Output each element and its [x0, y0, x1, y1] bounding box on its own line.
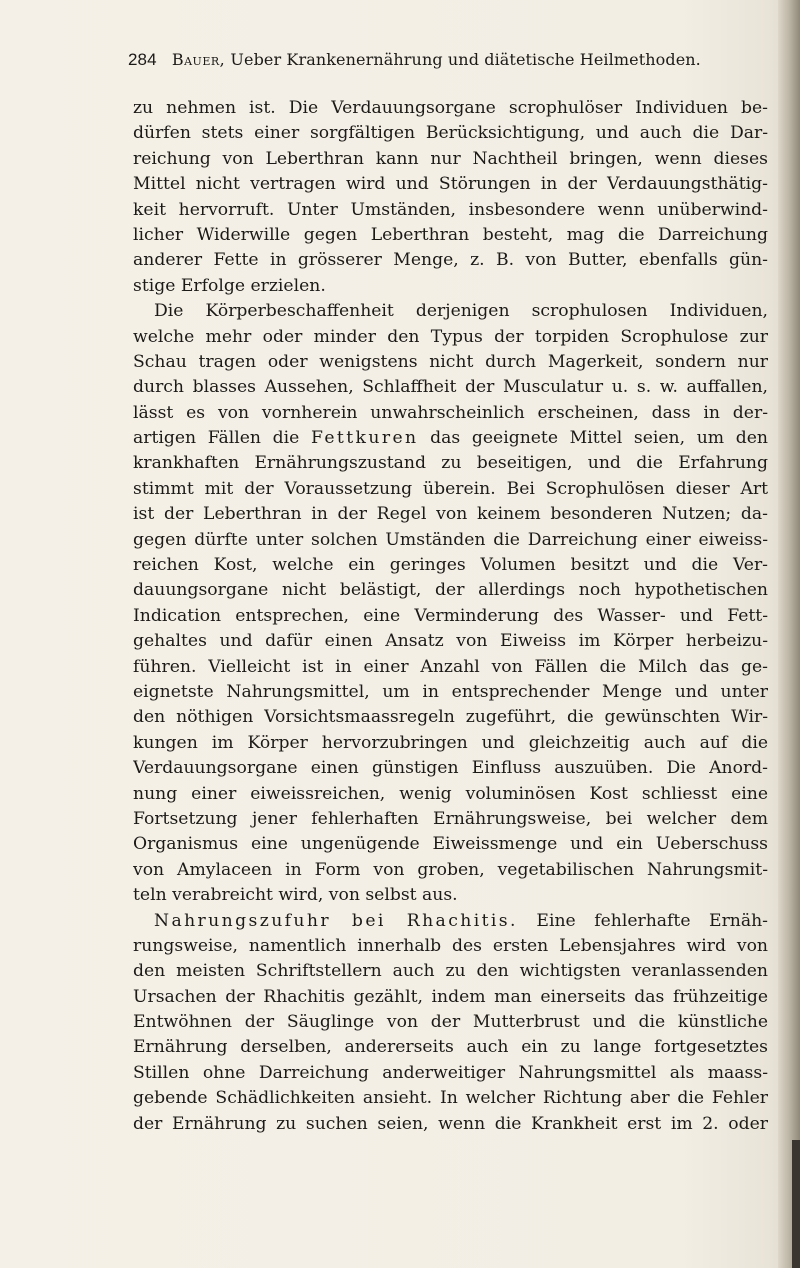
text-segment: gebende Schädlichkeiten ansieht. In welcher Richtung aber die Fehler	[133, 1088, 768, 1109]
text-line	[133, 426, 768, 451]
text-line	[133, 274, 768, 299]
running-header	[128, 50, 728, 70]
text-segment: Mittel nicht vertragen wird und Störungen in der Verdauungsthätig-	[133, 174, 768, 195]
text-line	[133, 1035, 768, 1060]
text-line	[133, 502, 768, 527]
text-line	[133, 934, 768, 959]
text-segment: von Amylaceen in Form von groben, vegetabilischen Nahrungsmit-	[133, 859, 768, 880]
text-segment: dürfen stets einer sorgfältigen Berücksichtigung, und auch die Dar-	[133, 123, 768, 144]
text-segment: rungsweise, namentlich innerhalb des ersten Lebensjahres wird von	[133, 935, 768, 956]
text-segment: gehaltes und dafür einen Ansatz von Eiweiss im Körper herbeizu-	[133, 631, 768, 652]
text-segment: welche mehr oder minder den Typus der torpiden Scrophulose zur	[133, 326, 768, 347]
text-segment: führen. Vielleicht ist in einer Anzahl von Fällen die Milch das ge-	[133, 656, 768, 677]
emphasized-text: Nahrungszufuhr bei Rhachitis.	[154, 910, 518, 931]
text-segment: keit hervorruft. Unter Umständen, insbesondere wenn unüberwind-	[133, 199, 768, 220]
text-line	[133, 909, 768, 934]
text-line	[133, 451, 768, 476]
text-segment: stige Erfolge erzielen.	[133, 275, 326, 296]
text-line	[133, 172, 768, 197]
text-segment: lässt es von vornherein unwahrscheinlich erscheinen, dass in der-	[133, 402, 768, 423]
text-line	[133, 782, 768, 807]
text-line	[133, 578, 768, 603]
text-segment: dauungsorgane nicht belästigt, der allerdings noch hypothetischen	[133, 580, 768, 601]
text-segment: Schau tragen oder wenigstens nicht durch Magerkeit, sondern nur	[133, 351, 768, 372]
text-line	[133, 121, 768, 146]
binding-edge	[792, 1140, 800, 1268]
text-line	[133, 832, 768, 857]
text-segment: eignetste Nahrungsmittel, um in entsprechender Menge und unter	[133, 681, 768, 702]
page-gutter-shadow	[778, 0, 800, 1268]
text-line	[133, 705, 768, 730]
text-segment: artigen Fällen die	[133, 428, 311, 449]
text-segment: Ernährung derselben, andererseits auch ein zu lange fortgesetztes	[133, 1037, 768, 1058]
text-line	[133, 96, 768, 121]
text-line	[133, 731, 768, 756]
text-segment: den meisten Schriftstellern auch zu den wichtigsten veranlassenden	[133, 961, 768, 982]
emphasized-text: Fettkuren	[310, 428, 419, 449]
text-line	[133, 223, 768, 248]
text-segment: Indication entsprechen, eine Verminderung des Wasser- und Fett-	[133, 605, 768, 626]
text-segment: krankhaften Ernährungszustand zu beseitigen, und die Erfahrung	[133, 453, 768, 474]
text-segment: Verdauungsorgane einen günstigen Einfluss auszuüben. Die Anord-	[133, 758, 768, 779]
text-segment: der Ernährung zu suchen seien, wenn die Krankheit erst im 2. oder	[133, 1113, 768, 1134]
text-segment: Eine fehlerhafte Ernäh-	[517, 910, 768, 931]
text-line	[133, 858, 768, 883]
header-title: Ueber Krankenernährung und diätetische Heilmethoden.	[230, 50, 701, 69]
text-segment: gegen dürfte unter solchen Umständen die Darreichung einer eiweiss-	[133, 529, 768, 550]
text-segment: licher Widerwille gegen Leberthran besteht, mag die Darreichung	[133, 224, 768, 245]
text-segment: stimmt mit der Voraussetzung überein. Bei Scrophulösen dieser Art	[133, 478, 768, 499]
text-segment: reichung von Leberthran kann nur Nachtheil bringen, wenn dieses	[133, 148, 768, 169]
text-line	[133, 883, 768, 908]
text-segment: durch blasses Aussehen, Schlaffheit der Musculatur u. s. w. auffallen,	[133, 377, 768, 398]
text-line	[133, 198, 768, 223]
text-segment: Organismus eine ungenügende Eiweissmenge und ein Ueberschuss	[133, 834, 768, 855]
text-line	[133, 375, 768, 400]
text-line	[133, 553, 768, 578]
text-segment: Die Körperbeschaffenheit derjenigen scrophulosen Individuen,	[154, 301, 768, 322]
text-line	[133, 756, 768, 781]
text-line	[133, 807, 768, 832]
text-line	[133, 959, 768, 984]
text-segment: das geeignete Mittel seien, um den	[418, 428, 768, 449]
text-line	[133, 1112, 768, 1137]
text-line	[133, 629, 768, 654]
text-segment: Stillen ohne Darreichung anderweitiger Nahrungsmittel als maass-	[133, 1062, 768, 1083]
text-line	[133, 401, 768, 426]
text-line	[133, 655, 768, 680]
text-segment: anderer Fette in grösserer Menge, z. B. von Butter, ebenfalls gün-	[133, 250, 768, 271]
text-segment: kungen im Körper hervorzubringen und gleichzeitig auch auf die	[133, 732, 768, 753]
page-number: 284	[128, 50, 157, 69]
text-line	[133, 1010, 768, 1035]
text-line	[133, 325, 768, 350]
text-line	[133, 248, 768, 273]
text-segment: nung einer eiweissreichen, wenig voluminösen Kost schliesst eine	[133, 783, 768, 804]
text-segment: teln verabreicht wird, von selbst aus.	[133, 885, 458, 906]
text-segment: den nöthigen Vorsichtsmaassregeln zugeführt, die gewünschten Wir-	[133, 707, 768, 728]
text-line	[133, 604, 768, 629]
text-line	[133, 985, 768, 1010]
text-segment: zu nehmen ist. Die Verdauungsorgane scrophulöser Individuen be-	[133, 98, 768, 118]
text-segment: reichen Kost, welche ein geringes Volumen besitzt und die Ver-	[133, 555, 768, 576]
text-line	[133, 1061, 768, 1086]
body-text	[133, 96, 768, 1137]
text-segment: Ursachen der Rhachitis gezählt, indem man einerseits das frühzeitige	[133, 986, 768, 1007]
text-line	[133, 299, 768, 324]
text-line	[133, 680, 768, 705]
text-line	[133, 1086, 768, 1111]
text-segment: Fortsetzung jener fehlerhaften Ernährungsweise, bei welcher dem	[133, 808, 768, 829]
text-segment: ist der Leberthran in der Regel von keinem besonderen Nutzen; da-	[133, 504, 768, 525]
text-line	[133, 528, 768, 553]
text-line	[133, 477, 768, 502]
text-line	[133, 147, 768, 172]
text-line	[133, 350, 768, 375]
header-author: Bauer,	[171, 50, 226, 69]
text-segment: Entwöhnen der Säuglinge von der Mutterbrust und die künstliche	[133, 1012, 768, 1033]
